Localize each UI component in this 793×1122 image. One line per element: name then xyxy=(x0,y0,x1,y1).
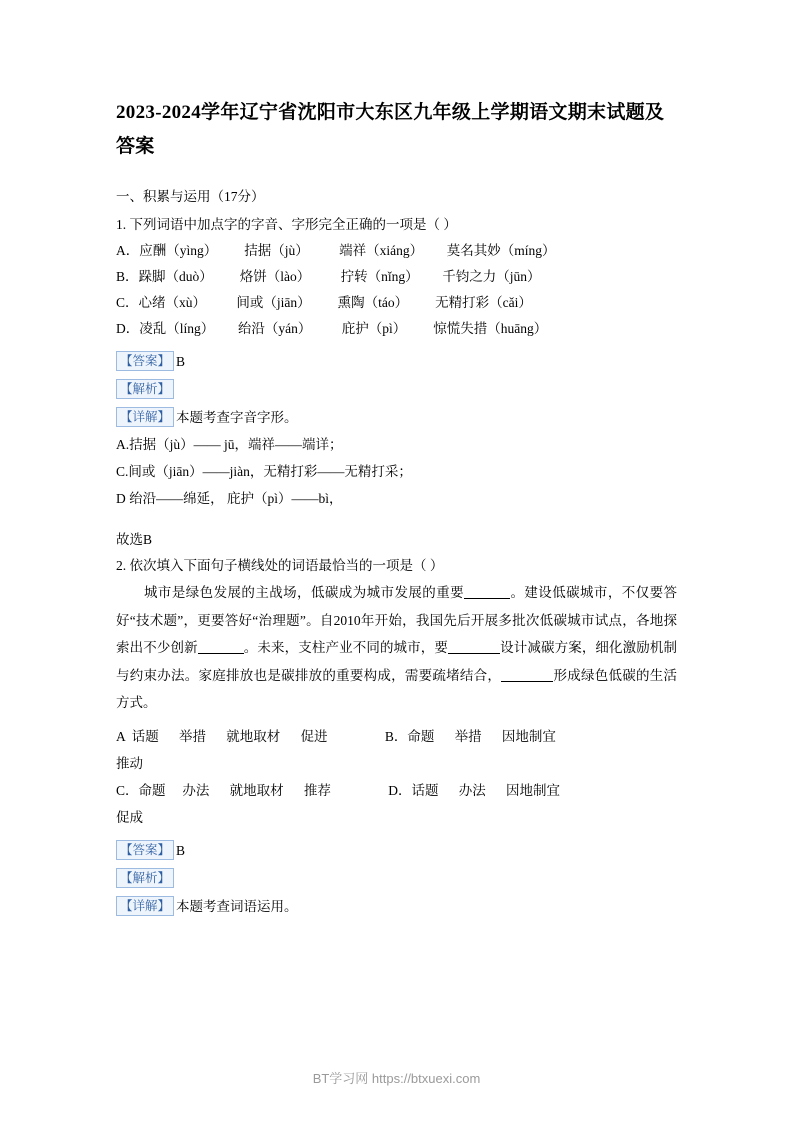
question-1-answer xyxy=(116,348,677,376)
question-1-option-d: D．凌乱（líng） 绐沿（yán） 庇护（pì） 惊慌失措（huāng） xyxy=(116,321,548,336)
question-2-answer xyxy=(116,837,677,865)
answer-badge: 【答案】 xyxy=(116,840,174,860)
passage-part-4: 设计减碳方案，细化激励机制与约束办法。家庭排放也是碳排放的重要构成，需要疏堵结合， xyxy=(116,640,678,683)
question-2-choice-d-cont: 促成 xyxy=(116,809,143,825)
question-2-passage xyxy=(116,579,677,717)
footer-watermark: BT学习网 https://btxuexi.com xyxy=(312,1071,481,1086)
page-title: 2023-2024学年辽宁省沈阳市大东区九年级上学期语文期末试题及答案 xyxy=(116,102,665,157)
detail-text: 本题考查词语运用。 xyxy=(176,898,298,914)
analysis-badge: 【解析】 xyxy=(116,379,174,399)
detail-text: 本题考查字音字形。 xyxy=(176,410,298,425)
question-1-explain-c: C.间或（jiān）——jiàn，无精打彩——无精打采； xyxy=(116,464,412,479)
passage-blank-1 xyxy=(464,598,510,599)
question-1-option-c: C．心绪（xù） 间或（jiān） 熏陶（táo） 无精打彩（cǎi） xyxy=(116,295,532,310)
passage-blank-2 xyxy=(198,653,244,654)
question-1-explain-a: A.拮据（jù）—— jū，端祥——端详； xyxy=(116,437,343,452)
question-1-conclusion: 故选B xyxy=(116,532,153,547)
passage-part-5: 形成绿色低碳的生活方式。 xyxy=(116,667,678,710)
question-2-choice-b-cont: 推动 xyxy=(116,755,143,771)
passage-part-1: 城市是绿色发展的主战场，低碳成为城市发展的重要 xyxy=(144,585,465,600)
passage-blank-4 xyxy=(501,681,553,682)
detail-badge: 【详解】 xyxy=(116,896,174,916)
question-1-analysis xyxy=(116,376,677,404)
passage-part-3: 。未来，支柱产业不同的城市，要 xyxy=(243,640,449,655)
passage-blank-3 xyxy=(448,653,500,654)
question-2-analysis xyxy=(116,865,677,893)
section-heading: 一、积累与运用（17分） xyxy=(116,189,265,204)
answer-badge: 【答案】 xyxy=(116,351,174,371)
detail-badge: 【详解】 xyxy=(116,407,174,427)
question-1-option-a: A．应酬（yìng） 拮据（jù） 端祥（xiáng） 莫名其妙（míng） xyxy=(116,243,556,258)
question-1-option-b: B．跺脚（duò） 烙饼（lào） 拧转（nǐng） 千钧之力（jūn） xyxy=(116,269,541,284)
question-2-stem: 2. 依次填入下面句子横线处的词语最恰当的一项是（ ） xyxy=(116,558,444,573)
question-1-stem: 1. 下列词语中加点字的字音、字形完全正确的一项是（ ） xyxy=(116,217,457,232)
question-2-detail xyxy=(116,893,677,920)
question-1-detail xyxy=(116,404,677,431)
passage-part-2: 。建设低碳城市，不仅要答好“技术题”，更要答好“治理题”。自2010年开始，我国先后开展多批次低碳城市试点，各地探索出不少创新 xyxy=(116,585,678,655)
question-2-choice-ab: A 话题 举措 就地取材 促进 B．命题 举措 因地制宜 xyxy=(116,728,556,744)
answer-value: B xyxy=(176,354,186,369)
answer-value: B xyxy=(176,842,186,858)
question-1-explain-d: D 绐沿——绵延， 庇护（pì）——bì， xyxy=(116,491,343,506)
question-2-choice-cd: C．命题 办法 就地取材 推荐 D．话题 办法 因地制宜 xyxy=(116,782,561,798)
analysis-badge: 【解析】 xyxy=(116,868,174,888)
